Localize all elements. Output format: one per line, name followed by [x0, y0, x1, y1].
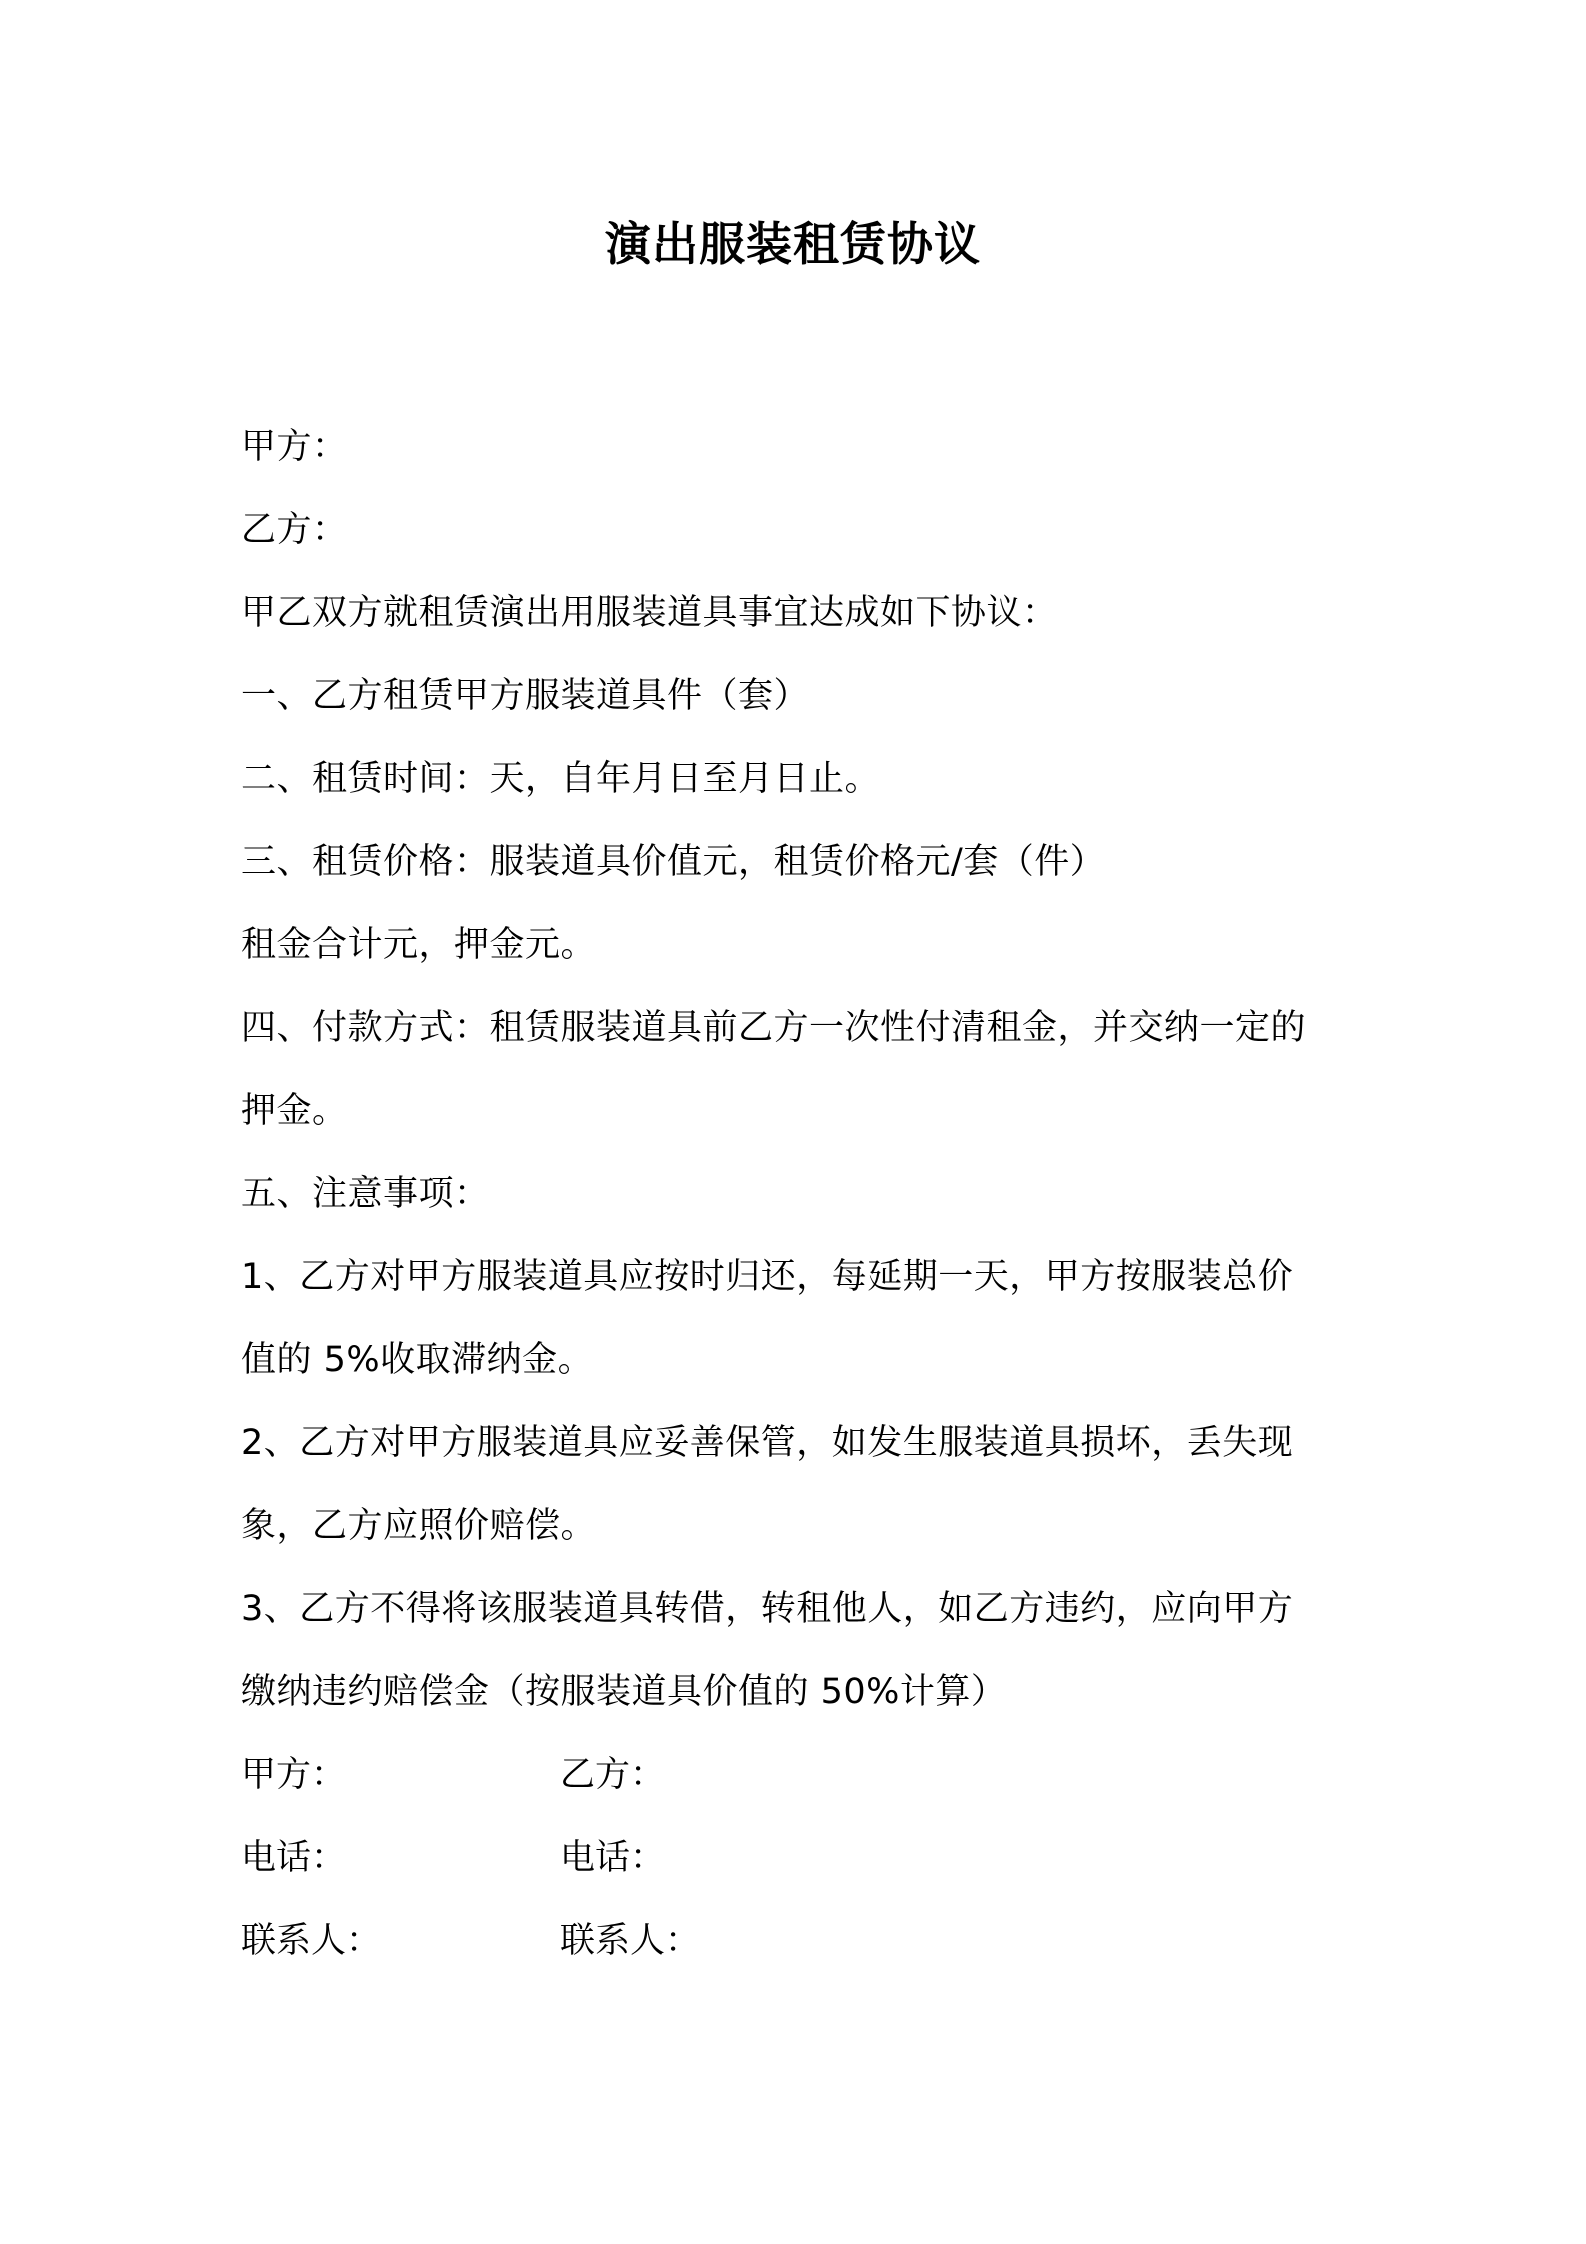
- document-title: 演出服装租赁协议: [605, 217, 981, 271]
- party-a-line: 甲方：: [241, 427, 348, 467]
- note-2: 2、乙方对甲方服装道具应妥善保管，如发生服装道具损坏，丢失现: [241, 1423, 1294, 1463]
- clause-4: 四、付款方式：租赁服装道具前乙方一次性付清租金，并交纳一定的: [241, 1008, 1307, 1048]
- clause-1: 一、乙方租赁甲方服装道具件（套）: [241, 676, 810, 716]
- party-b-line: 乙方：: [241, 510, 348, 550]
- note-3-continued: 缴纳违约赔偿金（按服装道具价值的 50%计算）: [241, 1672, 1007, 1712]
- phone-party-b: 电话：: [560, 1838, 666, 1878]
- note-1-continued: 值的 5%收取滞纳金。: [241, 1340, 594, 1380]
- clause-2: 二、租赁时间：天，自年月日至月日止。: [241, 759, 881, 799]
- note-3: 3、乙方不得将该服装道具转借，转租他人，如乙方违约，应向甲方: [241, 1589, 1294, 1629]
- clause-4-continued: 押金。: [241, 1091, 348, 1131]
- document-body: [241, 406, 1361, 1734]
- signature-party-b: 乙方：: [560, 1755, 666, 1795]
- phone-party-a: 电话：: [241, 1838, 347, 1878]
- clause-3-continued: 租金合计元，押金元。: [241, 925, 597, 965]
- contact-party-b: 联系人：: [560, 1921, 701, 1961]
- clause-3: 三、租赁价格：服装道具价值元，租赁价格元/套（件）: [241, 842, 1106, 882]
- contact-party-a: 联系人：: [241, 1921, 382, 1961]
- agreement-intro: 甲乙双方就租赁演出用服装道具事宜达成如下协议：: [241, 593, 1058, 633]
- note-2-continued: 象，乙方应照价赔偿。: [241, 1506, 597, 1546]
- clause-5-heading: 五、注意事项：: [241, 1174, 490, 1214]
- note-1: 1、乙方对甲方服装道具应按时归还，每延期一天，甲方按服装总价: [241, 1257, 1294, 1297]
- signature-row-party: [241, 1734, 1361, 1817]
- signature-row-contact: [241, 1900, 1361, 1983]
- signature-party-a: 甲方：: [241, 1755, 347, 1795]
- signature-row-phone: [241, 1817, 1361, 1900]
